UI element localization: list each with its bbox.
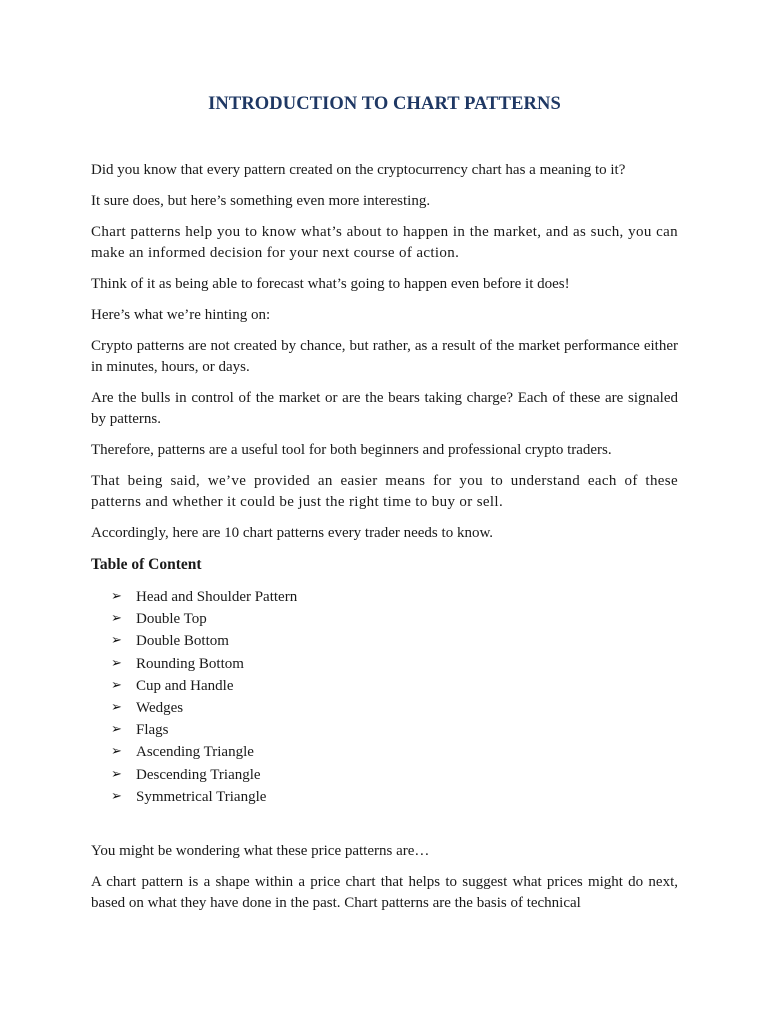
- arrow-bullet-icon: ➢: [111, 766, 122, 782]
- paragraph: Accordingly, here are 10 chart patterns every trader needs to know.: [91, 525, 494, 541]
- arrow-bullet-icon: ➢: [111, 699, 122, 715]
- toc-item-label: Ascending Triangle: [136, 744, 254, 761]
- toc-item-label: Flags: [136, 722, 169, 739]
- toc-heading: Table of Content: [91, 556, 202, 573]
- arrow-bullet-icon: ➢: [111, 655, 122, 671]
- paragraph: A chart pattern is a shape within a price chart that helps to suggest what prices might do next, based on what they have done in the past. Chart patterns are the basis of technical: [91, 873, 678, 911]
- toc-item-label: Double Bottom: [136, 633, 229, 650]
- paragraph: Did you know that every pattern created on the cryptocurrency chart has a meaning to it?: [91, 162, 626, 178]
- arrow-bullet-icon: ➢: [111, 611, 122, 627]
- arrow-bullet-icon: ➢: [111, 788, 122, 804]
- toc-item: [111, 630, 678, 652]
- toc-item-label: Wedges: [136, 699, 184, 716]
- arrow-bullet-icon: ➢: [111, 722, 122, 738]
- paragraph: That being said, we’ve provided an easier means for you to understand each of these patterns and whether it could be just the right time to buy or sell.: [91, 473, 678, 510]
- toc-item: [111, 653, 678, 675]
- toc-item-label: Double Top: [136, 611, 207, 628]
- paragraph: Here’s what we’re hinting on:: [91, 307, 271, 323]
- arrow-bullet-icon: ➢: [111, 633, 122, 649]
- arrow-bullet-icon: ➢: [111, 744, 122, 760]
- toc-item: [111, 697, 678, 719]
- toc-list: [91, 586, 678, 808]
- paragraph: You might be wondering what these price patterns are…: [91, 842, 430, 859]
- toc-item-label: Cup and Handle: [136, 677, 234, 694]
- toc-item: [111, 764, 678, 786]
- paragraph: Chart patterns help you to know what’s about to happen in the market, and as such, you can make an informed decision for your next course of action.: [91, 224, 678, 261]
- paragraph: It sure does, but here’s something even more interesting.: [91, 193, 431, 209]
- toc-item-label: Symmetrical Triangle: [136, 788, 267, 805]
- document-title: INTRODUCTION TO CHART PATTERNS: [208, 94, 561, 114]
- toc-item: [111, 586, 678, 608]
- toc-item-label: Rounding Bottom: [136, 655, 244, 672]
- toc-item: [111, 741, 678, 763]
- paragraph: Crypto patterns are not created by chance, but rather, as a result of the market performance either in minutes, hours, or days.: [91, 338, 678, 375]
- toc-item: [111, 675, 678, 697]
- toc-item-label: Head and Shoulder Pattern: [136, 589, 298, 605]
- toc-item-label: Descending Triangle: [136, 766, 261, 783]
- paragraph: Think of it as being able to forecast what’s going to happen even before it does!: [91, 276, 570, 292]
- toc-item: [111, 719, 678, 741]
- paragraph: Therefore, patterns are a useful tool for both beginners and professional crypto traders.: [91, 442, 612, 458]
- body-section: [91, 841, 678, 914]
- arrow-bullet-icon: ➢: [111, 677, 122, 693]
- arrow-bullet-icon: ➢: [111, 589, 122, 604]
- paragraph: Are the bulls in control of the market or are the bears taking charge? Each of these are signaled by patterns.: [91, 390, 678, 427]
- intro-section: [91, 160, 678, 544]
- toc-item: [111, 608, 678, 630]
- toc-item: [111, 786, 678, 808]
